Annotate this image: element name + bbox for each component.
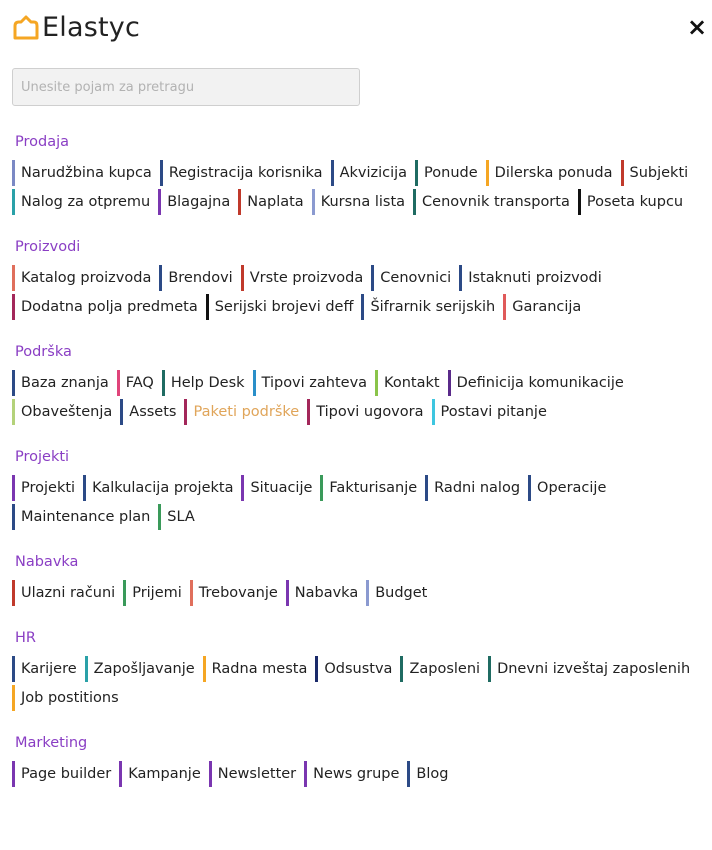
section-title: HR: [15, 630, 36, 646]
menu-link-item[interactable]: Postavi pitanje: [432, 399, 555, 425]
section-title: Projekti: [15, 449, 70, 465]
menu-link-item[interactable]: Tipovi zahteva: [253, 370, 376, 396]
cloud-house-logo-icon: [12, 14, 40, 42]
menu-link-item[interactable]: Serijski brojevi deff: [206, 294, 362, 320]
menu-link-item[interactable]: Šifrarnik serijskih: [361, 294, 503, 320]
menu-link-item[interactable]: Obaveštenja: [12, 399, 120, 425]
menu-link-item[interactable]: Kalkulacija projekta: [83, 475, 241, 501]
menu-link-item[interactable]: Garancija: [503, 294, 589, 320]
section-proizvodi: [12, 237, 702, 323]
section-title: Podrška: [15, 344, 72, 360]
section-items: [12, 265, 702, 323]
menu-link-item[interactable]: Dodatna polja predmeta: [12, 294, 206, 320]
menu-link-item[interactable]: Karijere: [12, 656, 85, 682]
menu-link-item[interactable]: Kampanje: [119, 761, 209, 787]
menu-link-item[interactable]: Projekti: [12, 475, 83, 501]
menu-link-item[interactable]: Tipovi ugovora: [307, 399, 431, 425]
menu-link-item[interactable]: Budget: [366, 580, 435, 606]
app-logo-text: Elastyc: [42, 12, 140, 43]
menu-link-item[interactable]: Vrste proizvoda: [241, 265, 372, 291]
menu-link-item[interactable]: Definicija komunikacije: [448, 370, 632, 396]
search-input[interactable]: [12, 68, 360, 106]
menu-link-item[interactable]: Ponude: [415, 160, 486, 186]
menu-link-item[interactable]: Trebovanje: [190, 580, 286, 606]
menu-link-item[interactable]: Operacije: [528, 475, 614, 501]
menu-link-item[interactable]: Poseta kupcu: [578, 189, 691, 215]
section-items: [12, 761, 702, 790]
menu-link-item[interactable]: News grupe: [304, 761, 407, 787]
section-title: Proizvodi: [15, 239, 81, 255]
menu-link-item[interactable]: Baza znanja: [12, 370, 117, 396]
menu-link-item[interactable]: Zaposleni: [400, 656, 488, 682]
section-nabavka: [12, 552, 702, 609]
menu-link-item[interactable]: Page builder: [12, 761, 119, 787]
menu-link-item[interactable]: Dilerska ponuda: [486, 160, 621, 186]
menu-link-item[interactable]: Prijemi: [123, 580, 190, 606]
menu-link-item[interactable]: Cenovnici: [371, 265, 459, 291]
menu-link-item[interactable]: Help Desk: [162, 370, 253, 396]
menu-link-item[interactable]: Blagajna: [158, 189, 238, 215]
menu-link-item[interactable]: Katalog proizvoda: [12, 265, 159, 291]
section-items: [12, 370, 702, 428]
menu-link-item[interactable]: Akvizicija: [331, 160, 415, 186]
menu-link-item[interactable]: Dnevni izveštaj zaposlenih: [488, 656, 698, 682]
menu-link-item[interactable]: Registracija korisnika: [160, 160, 331, 186]
section-hr: [12, 628, 702, 714]
menu-link-item[interactable]: Brendovi: [159, 265, 240, 291]
section-title: Marketing: [15, 735, 88, 751]
section-items: [12, 160, 702, 218]
menu-link-item[interactable]: Newsletter: [209, 761, 304, 787]
menu-link-item[interactable]: FAQ: [117, 370, 162, 396]
section-items: [12, 475, 702, 533]
menu-link-item[interactable]: Zapošljavanje: [85, 656, 203, 682]
menu-link-item[interactable]: Ulazni računi: [12, 580, 123, 606]
menu-link-item[interactable]: Nabavka: [286, 580, 366, 606]
menu-link-item[interactable]: Fakturisanje: [320, 475, 425, 501]
menu-link-item[interactable]: Cenovnik transporta: [413, 189, 578, 215]
menu-link-item[interactable]: Kontakt: [375, 370, 448, 396]
section-prodaja: [12, 132, 702, 218]
menu-link-item[interactable]: Subjekti: [621, 160, 697, 186]
menu-link-item[interactable]: Kursna lista: [312, 189, 413, 215]
menu-link-item[interactable]: Naplata: [238, 189, 311, 215]
menu-sections: [12, 132, 702, 809]
menu-link-item[interactable]: Istaknuti proizvodi: [459, 265, 610, 291]
section-items: [12, 580, 702, 609]
menu-link-item[interactable]: Blog: [407, 761, 456, 787]
menu-link-item[interactable]: Odsustva: [315, 656, 400, 682]
menu-link-item[interactable]: Situacije: [241, 475, 320, 501]
section-podr-ka: [12, 342, 702, 428]
app-header: [12, 12, 140, 44]
section-marketing: [12, 733, 702, 790]
menu-link-item[interactable]: Paketi podrške: [184, 399, 307, 425]
menu-link-item[interactable]: Radni nalog: [425, 475, 528, 501]
menu-link-item[interactable]: Job postitions: [12, 685, 127, 711]
close-button[interactable]: ×: [686, 13, 708, 41]
menu-link-item[interactable]: Maintenance plan: [12, 504, 158, 530]
section-projekti: [12, 447, 702, 533]
menu-link-item[interactable]: Narudžbina kupca: [12, 160, 160, 186]
menu-link-item[interactable]: Assets: [120, 399, 184, 425]
section-title: Prodaja: [15, 134, 70, 150]
section-items: [12, 656, 702, 714]
section-title: Nabavka: [15, 554, 79, 570]
menu-link-item[interactable]: SLA: [158, 504, 203, 530]
menu-link-item[interactable]: Radna mesta: [203, 656, 316, 682]
menu-link-item[interactable]: Nalog za otpremu: [12, 189, 158, 215]
